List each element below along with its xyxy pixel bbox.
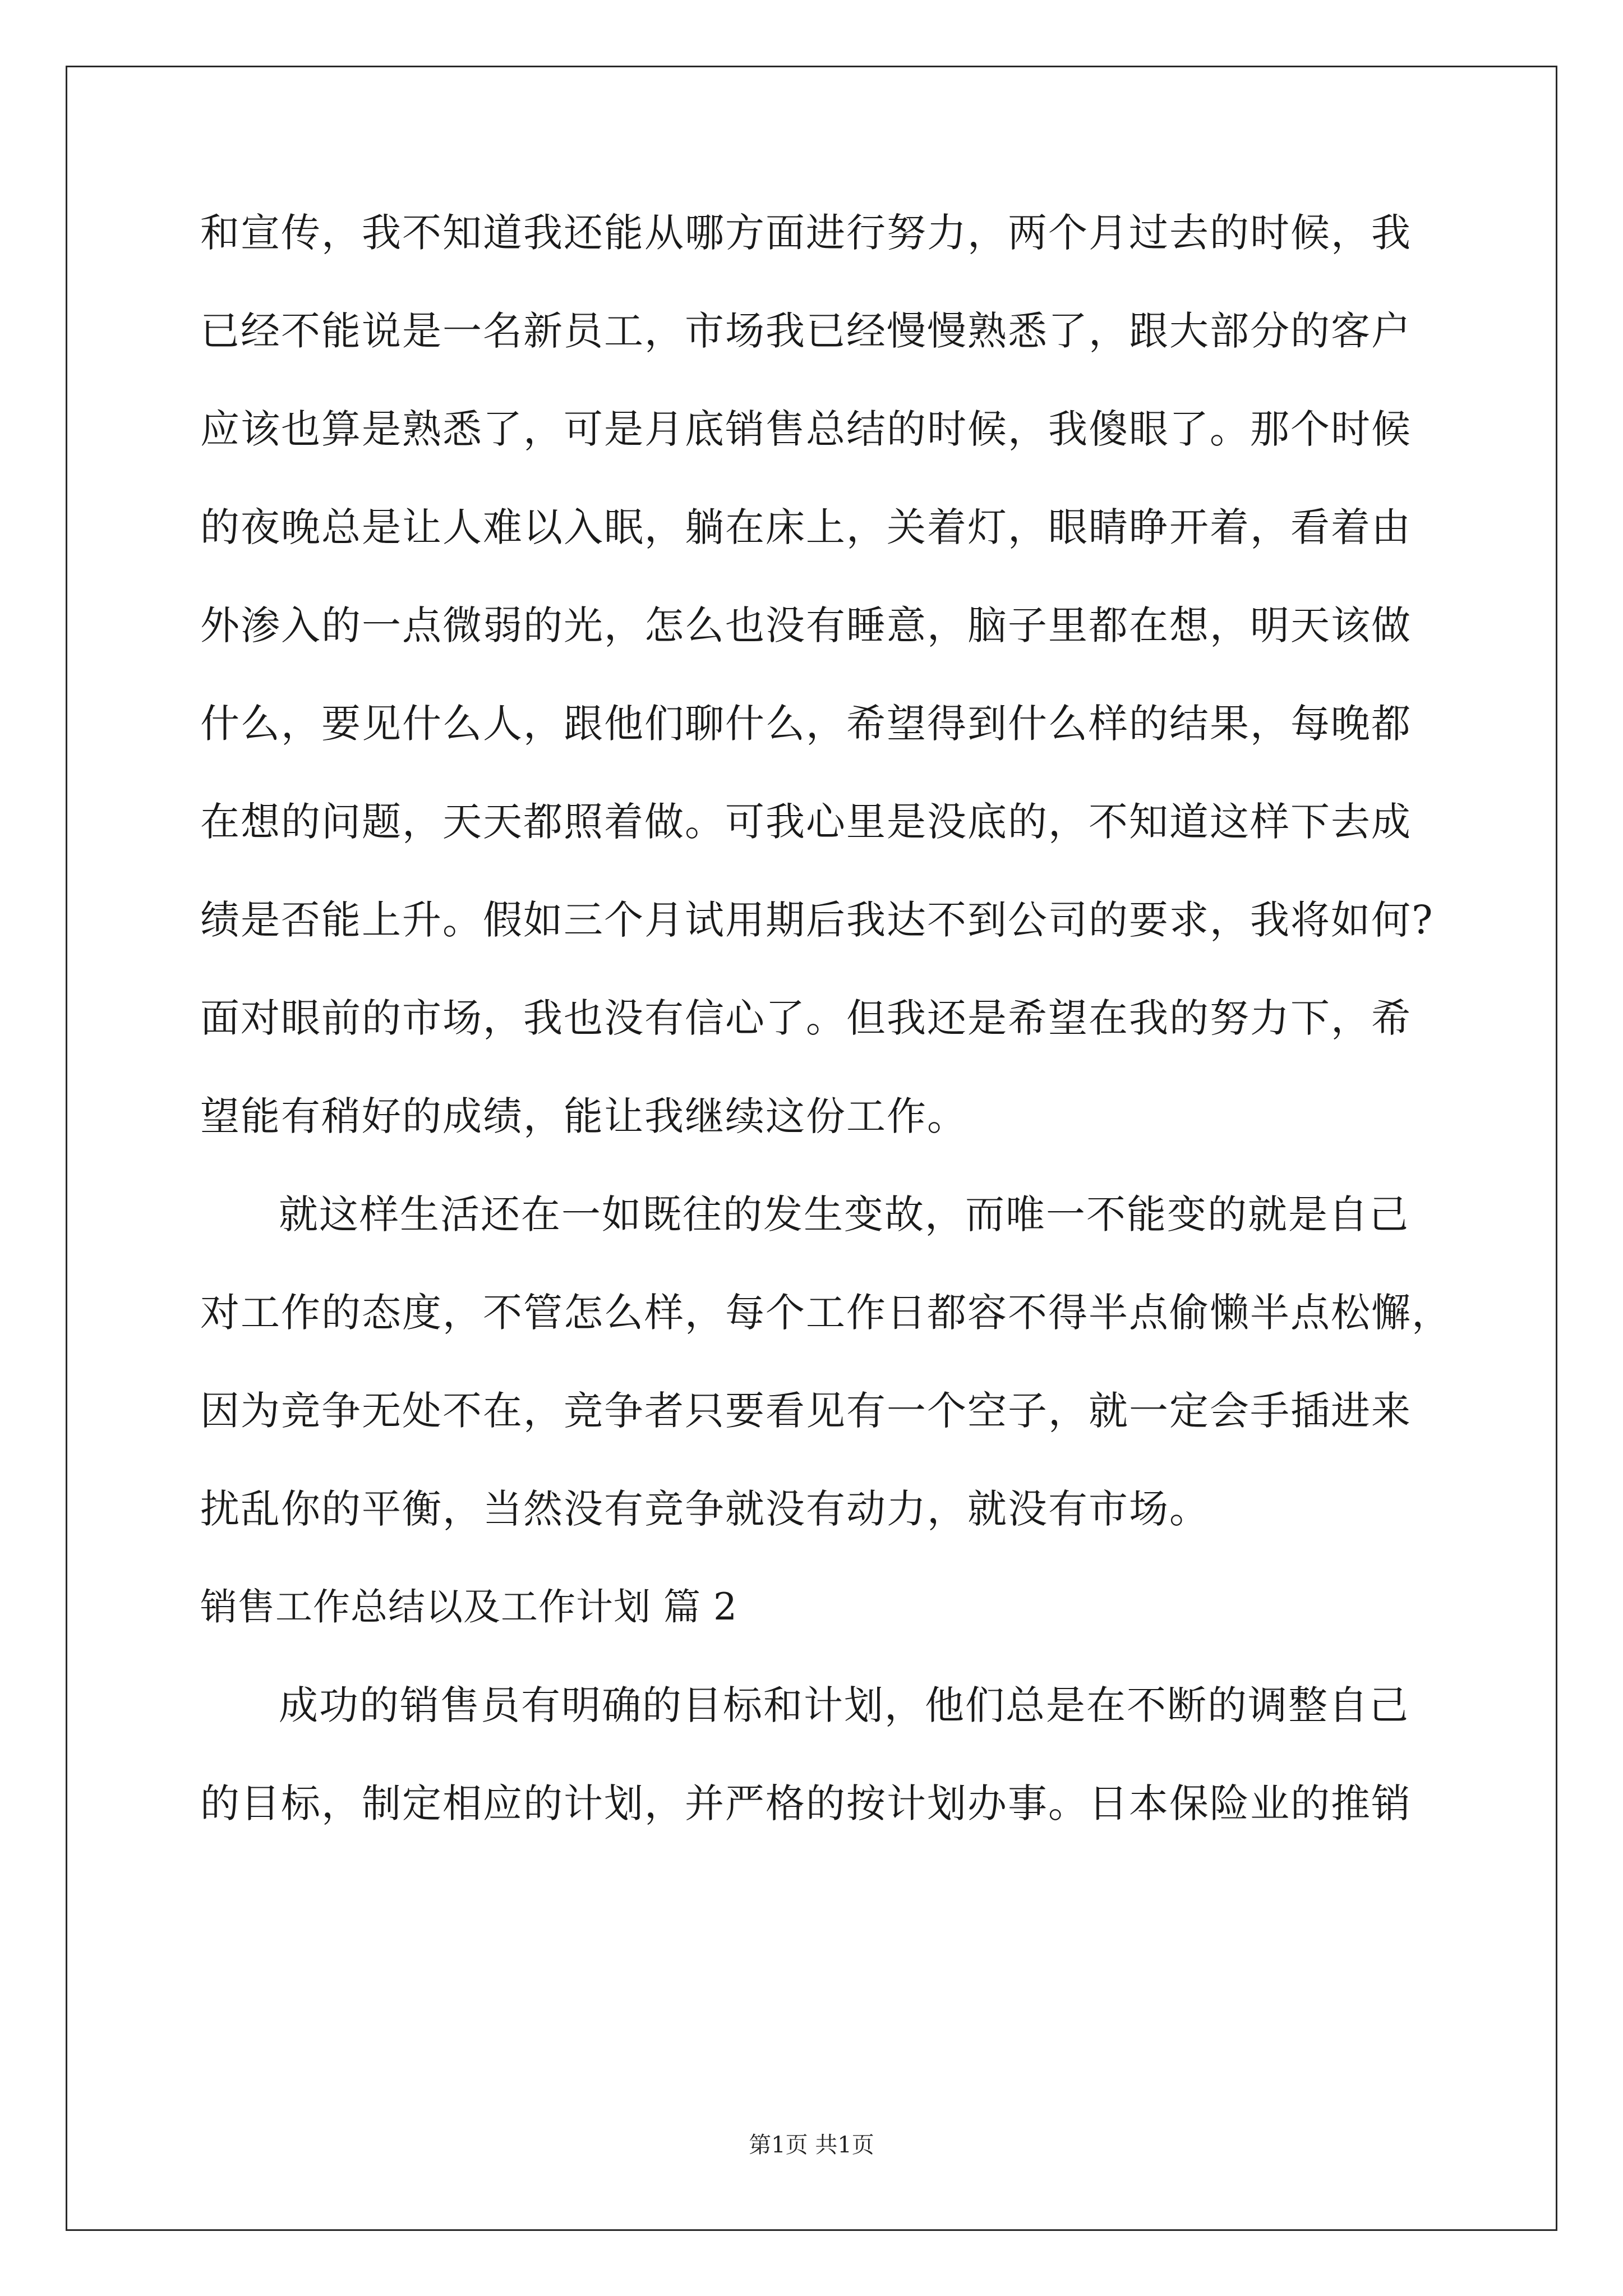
text-line: 望能有稍好的成绩，能让我继续这份工作。 bbox=[200, 1093, 967, 1139]
text-line: 扰乱你的平衡，当然没有竞争就没有动力，就没有市场。 bbox=[200, 1486, 1210, 1532]
text-line: 成功的销售员有明确的目标和计划，他们总是在不断的调整自己 bbox=[279, 1682, 1409, 1728]
text-line: 应该也算是熟悉了，可是月底销售总结的时候，我傻眼了。那个时候 bbox=[200, 406, 1412, 452]
text-line: 对工作的态度，不管怎么样，每个工作日都容不得半点偷懒半点松懈， bbox=[200, 1290, 1452, 1336]
document-body bbox=[200, 210, 1452, 1882]
text-line: 面对眼前的市场，我也没有信心了。但我还是希望在我的努力下，希 bbox=[200, 995, 1412, 1041]
text-line: 的夜晚总是让人难以入眠，躺在床上，关着灯，眼睛睁开着，看着由 bbox=[200, 504, 1412, 550]
text-line: 就这样生活还在一如既往的发生变故，而唯一不能变的就是自己 bbox=[279, 1191, 1409, 1237]
text-line: 因为竞争无处不在，竞争者只要看见有一个空子，就一定会手插进来 bbox=[200, 1388, 1412, 1434]
text-line: 绩是否能上升。假如三个月试用期后我达不到公司的要求，我将如何? bbox=[200, 897, 1434, 943]
text-line: 的目标，制定相应的计划，并严格的按计划办事。日本保险业的推销 bbox=[200, 1780, 1412, 1826]
text-line: 外渗入的一点微弱的光，怎么也没有睡意，脑子里都在想，明天该做 bbox=[200, 602, 1412, 648]
page-number-footer: 第1页 共1页 bbox=[749, 2132, 874, 2158]
text-line: 已经不能说是一名新员工，市场我已经慢慢熟悉了，跟大部分的客户 bbox=[200, 308, 1412, 354]
text-line: 什么，要见什么人，跟他们聊什么，希望得到什么样的结果，每晚都 bbox=[200, 701, 1412, 747]
text-line: 和宣传，我不知道我还能从哪方面进行努力，两个月过去的时候，我 bbox=[200, 210, 1412, 256]
section-heading: 销售工作总结以及工作计划 篇 2 bbox=[200, 1585, 737, 1628]
text-line: 在想的问题，天天都照着做。可我心里是没底的，不知道这样下去成 bbox=[200, 799, 1412, 845]
